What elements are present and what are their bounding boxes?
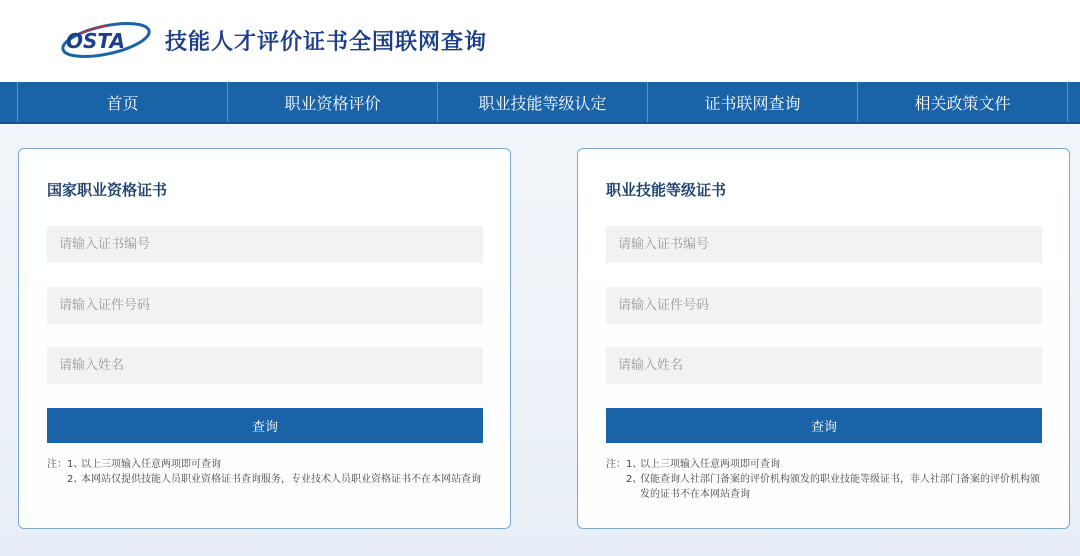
nav-spacer [0,82,18,122]
note-index: 2、 [626,474,643,485]
site-header [0,0,1080,82]
logo-text: OSTA [66,29,125,53]
notes [606,457,1046,502]
note-index: 1、 [626,459,643,470]
note-row [606,457,1046,472]
panel-title: 国家职业资格证书 [47,181,168,199]
nav-tail [1068,82,1080,122]
note-row [47,457,487,472]
osta-logo[interactable] [54,18,154,60]
qualification-certificate-panel [18,148,511,529]
nav-item-skill-level-certification[interactable]: 职业技能等级认定 [438,82,648,122]
id-number-input[interactable] [606,287,1042,324]
certificate-number-input[interactable] [606,226,1042,263]
nav-item-policy-documents[interactable]: 相关政策文件 [858,82,1068,122]
nav-item-certificate-query[interactable]: 证书联网查询 [648,82,858,122]
note-prefix: 注： [606,459,626,470]
note-row [606,472,1046,502]
panel-title: 职业技能等级证书 [606,181,727,199]
certificate-number-input[interactable] [47,226,483,263]
nav-item-home[interactable]: 首页 [18,82,228,122]
notes [47,457,487,487]
note-index: 2、 [67,474,84,485]
note-prefix: 注： [47,459,67,470]
name-input[interactable] [47,347,483,384]
note-text: 本网站仅提供技能人员职业资格证书查询服务，专业技术人员职业资格证书不在本网站查询 [81,474,481,485]
skill-level-certificate-panel [577,148,1070,529]
main-nav [0,82,1080,124]
id-number-input[interactable] [47,287,483,324]
name-input[interactable] [606,347,1042,384]
query-button[interactable]: 查询 [606,408,1042,443]
note-text: 仅能查询人社部门备案的评价机构颁发的职业技能等级证书，非人社部门备案的评价机构颁发的证书不在本网站查询 [640,474,1040,500]
query-button[interactable]: 查询 [47,408,483,443]
nav-item-qualification-evaluation[interactable]: 职业资格评价 [228,82,438,122]
note-index: 1、 [67,459,84,470]
note-text: 以上三项输入任意两项即可查询 [81,459,221,470]
note-row [47,472,487,487]
note-text: 以上三项输入任意两项即可查询 [640,459,780,470]
site-title: 技能人才评价证书全国联网查询 [165,30,488,55]
